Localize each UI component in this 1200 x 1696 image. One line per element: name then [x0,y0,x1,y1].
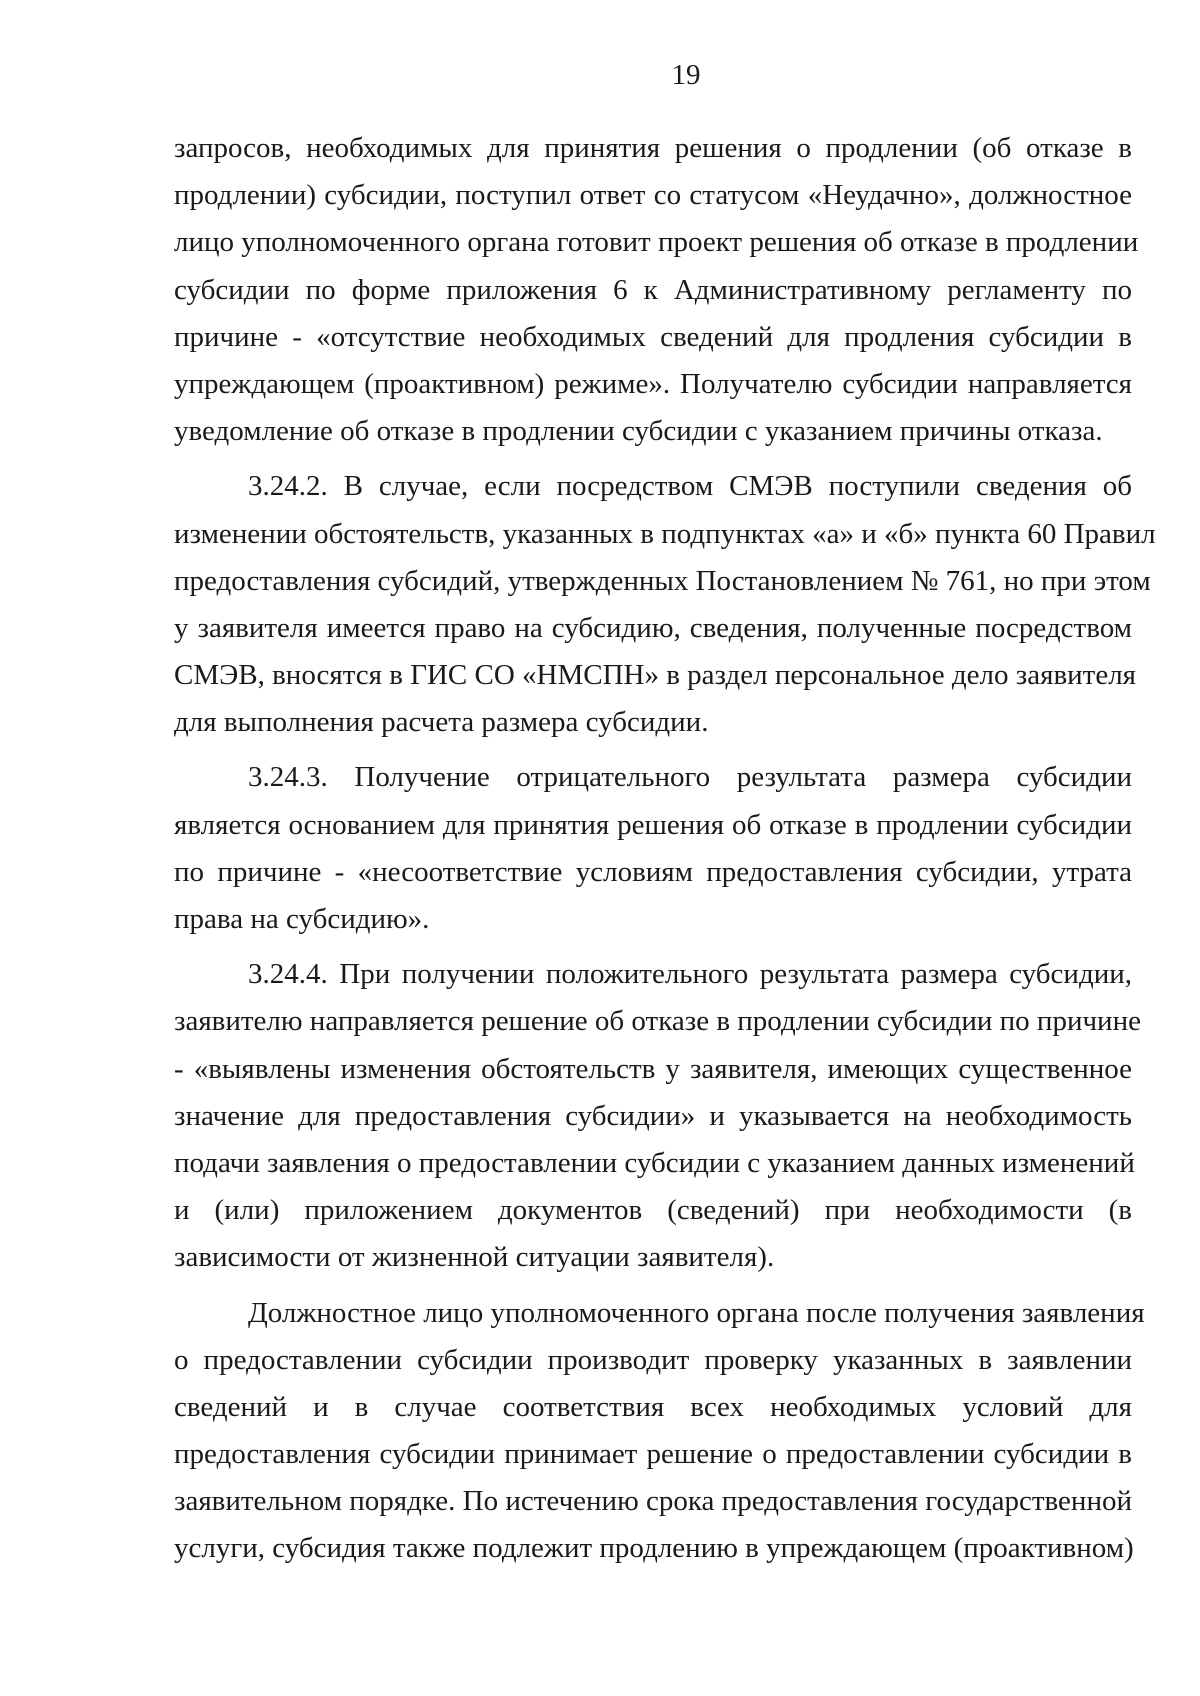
text-line: сведений и в случае соответствия всех необходимых условий для [174,1390,1132,1423]
paragraph-2 [174,463,1156,746]
text-line: изменении обстоятельств, указанных в подпунктах «а» и «б» пункта 60 Правил [174,517,1156,550]
text-line: зависимости от жизненной ситуации заявителя). [174,1241,775,1274]
text-line: о предоставлении субсидии производит проверку указанных в заявлении [174,1343,1132,1376]
paragraph-1 [174,125,1139,455]
text-line: и (или) приложением документов (сведений) при необходимости (в [174,1194,1132,1227]
text-line: СМЭВ, вносятся в ГИС СО «НМСПН» в раздел персональное дело заявителя [174,659,1137,692]
text-line: Должностное лицо уполномоченного органа после получения заявления [248,1296,1145,1329]
paragraph-4 [174,951,1141,1281]
text-line: 3.24.3. Получение отрицательного результата размера субсидии [248,761,1132,794]
text-line: подачи заявления о предоставлении субсидии с указанием данных изменений [174,1146,1135,1179]
text-line: права на субсидию». [174,903,430,935]
text-line: является основанием для принятия решения об отказе в продлении субсидии [174,808,1132,841]
text-line: у заявителя имеется право на субсидию, сведения, полученные посредством [174,611,1132,644]
text-line: продлении) субсидии, поступил ответ со статусом «Неудачно», должностное [174,179,1132,212]
text-line: предоставления субсидии принимает решение о предоставлении субсидии в [174,1438,1132,1471]
text-line: 3.24.4. При получении положительного результата размера субсидии, [248,958,1132,991]
text-line: субсидии по форме приложения 6 к Административному регламенту по [174,273,1132,306]
text-line: заявительном порядке. По истечению срока предоставления государственной [174,1485,1132,1518]
document-body [174,125,1156,1573]
text-line: запросов, необходимых для принятия решения о продлении (об отказе в [174,132,1132,164]
text-line: значение для предоставления субсидии» и указывается на необходимость [174,1099,1132,1132]
paragraph-5 [174,1290,1145,1573]
text-line: заявителю направляется решение об отказе в продлении субсидии по причине [174,1005,1141,1038]
text-line: упреждающем (проактивном) режиме». Получателю субсидии направляется [174,367,1132,400]
text-line: по причине - «несоответствие условиям предоставления субсидии, утрата [174,855,1132,888]
paragraph-3 [174,754,1132,943]
text-line: услуги, субсидия также подлежит продлению в упреждающем (проактивном) [174,1532,1134,1565]
text-line: 3.24.2. В случае, если посредством СМЭВ поступили сведения об [248,470,1132,503]
text-line: уведомление об отказе в продлении субсидии с указанием причины отказа. [174,415,1103,448]
text-line: причине - «отсутствие необходимых сведений для продления субсидии в [174,320,1132,353]
page-number: 19 [671,59,701,91]
text-line: для выполнения расчета размера субсидии. [174,706,709,739]
text-line: предоставления субсидий, утвержденных Постановлением № 761, но при этом [174,564,1151,597]
text-line: лицо уполномоченного органа готовит проект решения об отказе в продлении [174,226,1139,259]
text-line: - «выявлены изменения обстоятельств у заявителя, имеющих существенное [174,1052,1132,1085]
